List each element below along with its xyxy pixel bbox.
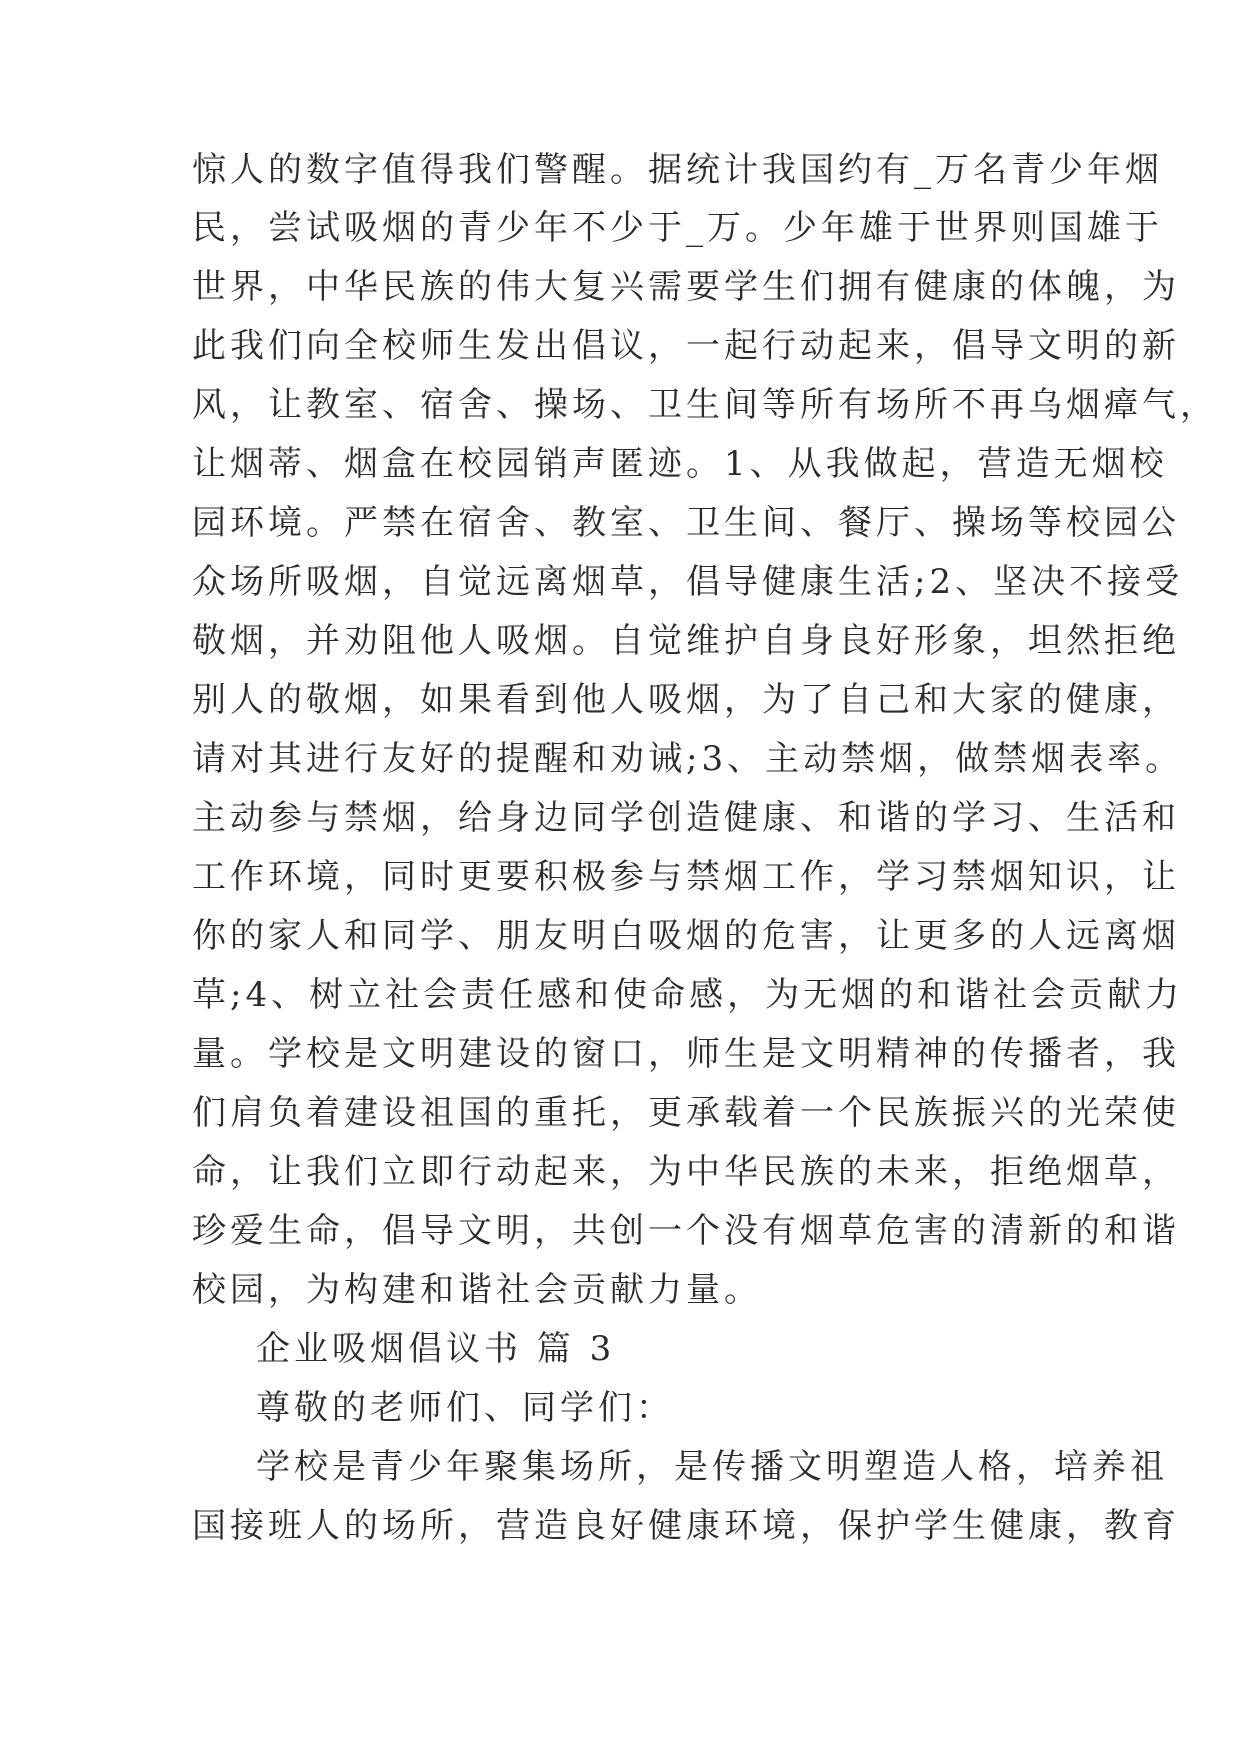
body-line-4: 此我们向全校师生发出倡议，一起行动起来，倡导文明的新	[192, 326, 1180, 366]
body-line-8: 众场所吸烟，自觉远离烟草，倡导健康生活;2、坚决不接受	[192, 562, 1184, 602]
body-line-11: 请对其进行友好的提醒和劝诫;3、主动禁烟，做禁烟表率。	[192, 739, 1184, 779]
body-line-3: 世界，中华民族的伟大复兴需要学生们拥有健康的体魄，为	[192, 267, 1180, 307]
body-line-6: 让烟蒂、烟盒在校园销声匿迹。1、从我做起，营造无烟校	[192, 444, 1168, 484]
body-line-19: 珍爱生命，倡导文明，共创一个没有烟草危害的清新的和谐	[192, 1211, 1180, 1251]
body-line-7: 园环境。严禁在宿舍、教室、卫生间、餐厅、操场等校园公	[192, 503, 1180, 543]
body-line-18: 命，让我们立即行动起来，为中华民族的未来，拒绝烟草，	[192, 1152, 1180, 1192]
body-line-15: 草;4、树立社会责任感和使命感，为无烟的和谐社会贡献力	[192, 975, 1184, 1015]
body-line-14: 你的家人和同学、朋友明白吸烟的危害，让更多的人远离烟	[192, 916, 1180, 956]
body-line-17: 们肩负着建设祖国的重托，更承载着一个民族振兴的光荣使	[192, 1093, 1180, 1133]
body-line-1: 惊人的数字值得我们警醒。据统计我国约有_万名青少年烟	[192, 150, 1163, 190]
body-line-12: 主动参与禁烟，给身边同学创造健康、和谐的学习、生活和	[192, 798, 1180, 838]
body-line-20: 校园，为构建和谐社会贡献力量。	[192, 1270, 762, 1310]
body-line-16: 量。学校是文明建设的窗口，师生是文明精神的传播者，我	[192, 1034, 1180, 1074]
section-title: 企业吸烟倡议书 篇 3	[256, 1329, 616, 1369]
body-line-2: 民，尝试吸烟的青少年不少于_万。少年雄于世界则国雄于	[192, 208, 1163, 248]
body-line-13: 工作环境，同时更要积极参与禁烟工作，学习禁烟知识，让	[192, 857, 1180, 897]
body-line-10: 别人的敬烟，如果看到他人吸烟，为了自己和大家的健康，	[192, 680, 1180, 720]
paragraph-line-1: 学校是青少年聚集场所，是传播文明塑造人格，培养祖	[256, 1447, 1168, 1487]
body-line-9: 敬烟，并劝阻他人吸烟。自觉维护自身良好形象，坦然拒绝	[192, 621, 1180, 661]
body-line-5: 风，让教室、宿舍、操场、卫生间等所有场所不再乌烟瘴气，	[192, 385, 1218, 425]
greeting: 尊敬的老师们、同学们：	[256, 1388, 674, 1428]
paragraph-line-2: 国接班人的场所，营造良好健康环境，保护学生健康，教育	[192, 1506, 1180, 1546]
